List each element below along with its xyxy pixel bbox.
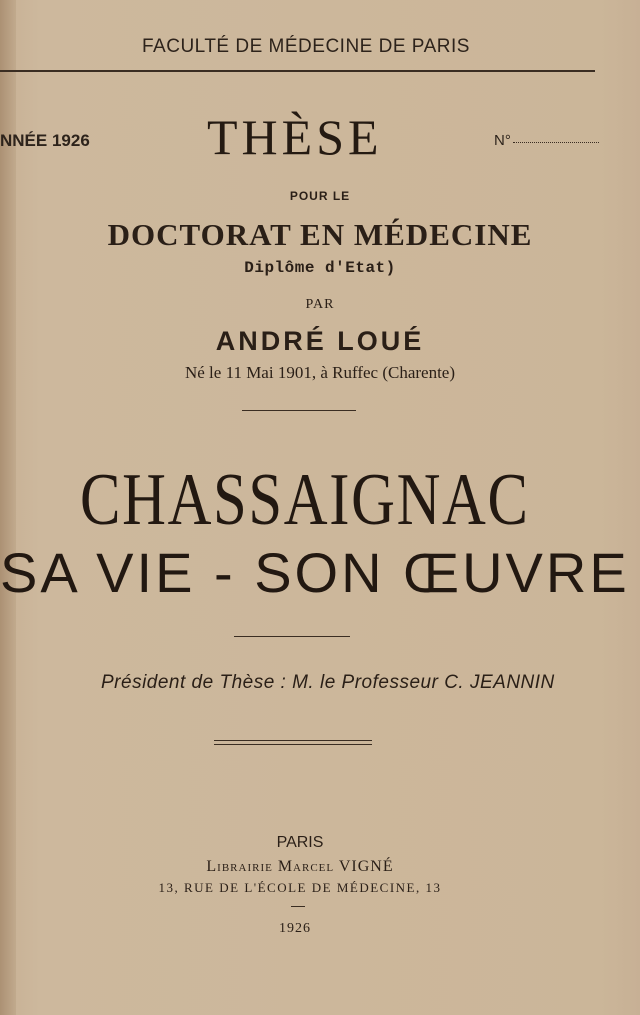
- par-label: PAR: [305, 297, 335, 312]
- pour-le-label: POUR LE: [289, 189, 351, 203]
- number-label: N°: [494, 132, 511, 149]
- diplome-label: Diplôme d'Etat): [244, 259, 396, 277]
- year-label: NNÉE 1926: [0, 131, 90, 150]
- author-birth: Né le 11 Mai 1901, à Ruffec (Charente): [184, 363, 456, 382]
- number-dotted-line: [513, 142, 599, 143]
- double-rule-top: [214, 740, 372, 741]
- publisher-name: Librairie Marcel VIGNÉ: [206, 858, 394, 875]
- publisher-city: PARIS: [276, 834, 324, 851]
- faculty-heading: FACULTÉ DE MÉDECINE DE PARIS: [142, 36, 470, 57]
- these-title: THÈSE: [207, 109, 383, 165]
- subject-subtitle: SA VIE - SON ŒUVRE: [0, 541, 630, 604]
- short-dash: [291, 906, 305, 907]
- number-field: [494, 132, 599, 149]
- publication-year: 1926: [279, 921, 311, 936]
- doctorat-heading: DOCTORAT EN MÉDECINE: [107, 217, 533, 252]
- separator-rule: [234, 636, 350, 637]
- double-rule-bottom: [214, 744, 372, 745]
- header-rule: [0, 70, 595, 72]
- publisher-address: 13, RUE DE L'ÉCOLE DE MÉDECINE, 13: [158, 880, 442, 895]
- separator-rule: [242, 410, 356, 411]
- president-line: Président de Thèse : M. le Professeur C. JEANNIN: [101, 672, 555, 693]
- subject-title: CHASSAIGNAC: [80, 459, 530, 541]
- author-name: ANDRÉ LOUÉ: [215, 326, 425, 356]
